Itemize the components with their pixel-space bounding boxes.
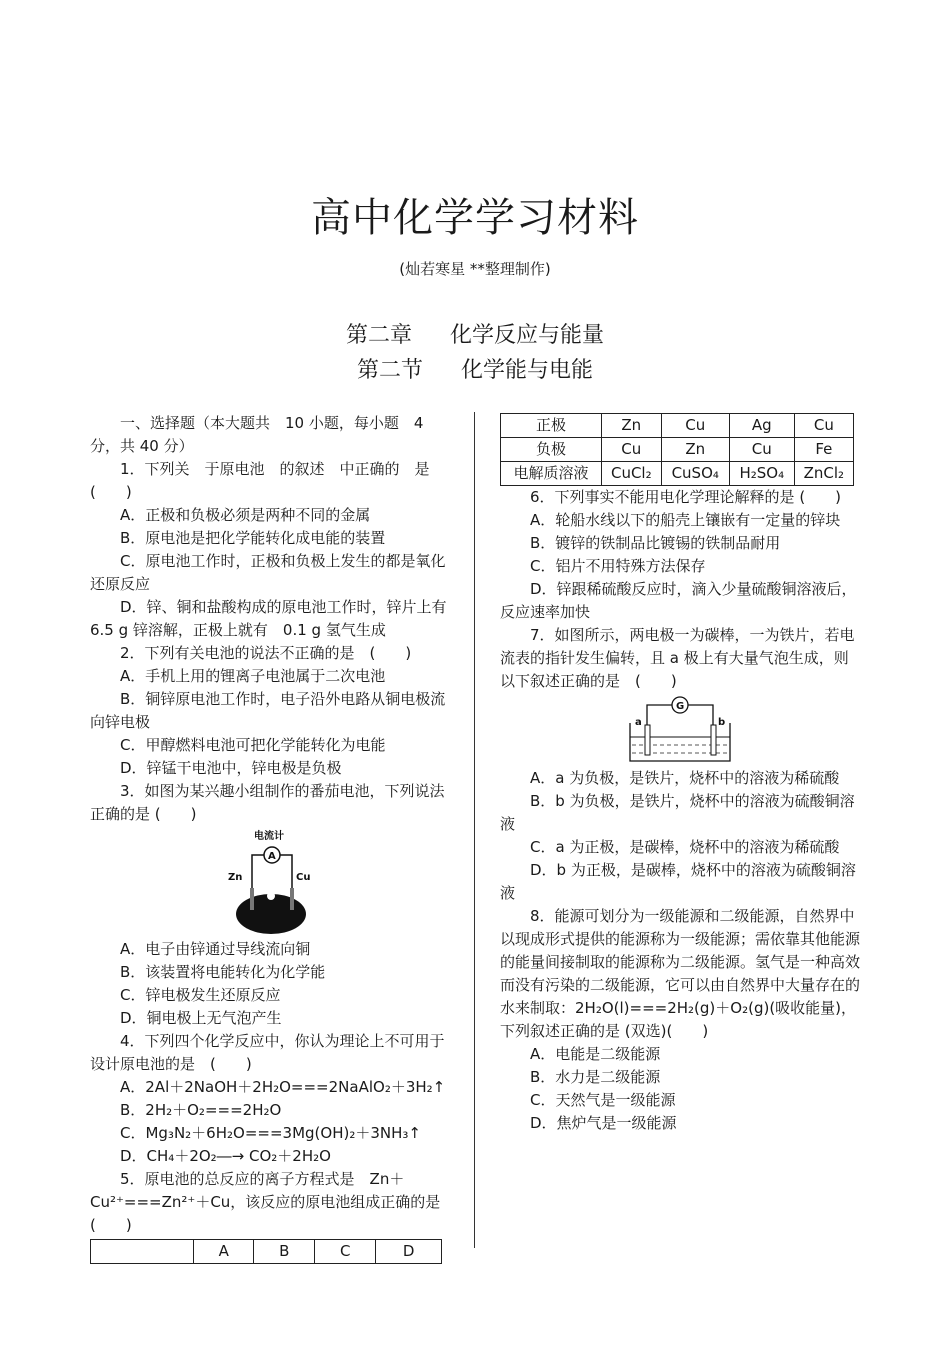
q3-option-a: A．电子由锌通过导线流向铜 [120,940,311,958]
question-4: 4．下列四个化学反应中，你认为理论上不可用于设计原电池的是 ( ) [90,1032,445,1073]
table-cell: ZnCl₂ [794,462,853,486]
table-row [501,438,854,462]
table-row [91,1240,442,1264]
table-cell [91,1240,194,1264]
q8-option-c: C．天然气是一级能源 [530,1091,676,1109]
question-2: 2．下列有关电池的说法不正确的是 ( ) [120,644,412,662]
table-row [501,462,854,486]
q6-option-a: A．轮船水线以下的船壳上镶嵌有一定量的锌块 [530,511,841,529]
table-cell: Fe [794,438,853,462]
table-cell: 电解质溶液 [501,462,602,486]
q4-option-d: D．CH₄＋2O₂―→ CO₂＋2H₂O [120,1147,331,1165]
tomato-battery-figure [216,828,326,936]
q1-option-b: B．原电池是把化学能转化成电能的装置 [120,529,386,547]
section-topic: 化学能与电能 [461,358,594,383]
figure-meter-label: 电流计 [254,831,284,842]
question-6: 6．下列事实不能用电化学理论解释的是 ( ) [530,488,842,506]
q6-option-b: B．镀锌的铁制品比镀锡的铁制品耐用 [530,534,781,552]
electrode-b [711,725,716,755]
electrode-b-label: b [718,717,726,728]
table-row [501,414,854,438]
document-title: 高中化学学习材料 [311,195,639,241]
q3-option-b: B．该装置将电能转化为化学能 [120,963,326,981]
q2-option-b: B．铜锌原电池工作时，电子沿外电路从铜电极流向锌电极 [90,690,446,731]
ammeter-label: A [268,851,276,862]
table-cell: CuCl₂ [602,462,662,486]
q8-option-d: D．焦炉气是一级能源 [530,1114,677,1132]
table-cell: CuSO₄ [661,462,729,486]
q1-option-a: A．正极和负极必须是两种不同的金属 [120,506,371,524]
table-cell: Cu [661,414,729,438]
q6-option-d: D．锌跟稀硫酸反应时，滴入少量硫酸铜溶液后，反应速率加快 [500,580,857,621]
table-cell: 负极 [501,438,602,462]
chapter-topic: 化学反应与能量 [450,323,605,348]
electrode-a [645,725,650,755]
q7-option-a: A．a 为负极，是铁片，烧杯中的溶液为稀硫酸 [530,769,840,787]
q7-option-c: C．a 为正极，是碳棒，烧杯中的溶液为稀硫酸 [530,838,840,856]
zn-electrode [250,888,254,910]
table-cell: Cu [794,414,853,438]
q1-option-c: C．原电池工作时，正极和负极上发生的都是氧化还原反应 [90,552,446,593]
table-cell: C [315,1240,376,1264]
q8-option-b: B．水力是二级能源 [530,1068,661,1086]
q7-option-d: D．b 为正极，是碳棒，烧杯中的溶液为硫酸铜溶液 [500,861,856,902]
cu-electrode-label: Cu [296,872,311,883]
q1-option-d: D．锌、铜和盐酸构成的原电池工作时，锌片上有 6.5 g 锌溶解，正极上就有 0.1 g 氢气生成 [90,598,447,639]
q7-option-b: B．b 为负极，是铁片，烧杯中的溶液为硫酸铜溶液 [500,792,855,833]
galvanic-cell-figure [625,695,735,765]
q8-option-a: A．电能是二级能源 [530,1045,661,1063]
q4-option-b: B．2H₂＋O₂===2H₂O [120,1101,282,1119]
question-8: 8．能源可划分为一级能源和二级能源，自然界中以现成形式提供的能源称为一级能源；需依靠其他能源的能量间接制取的能源称为二级能源。氢气是一种高效而没有污染的二级能源，它可以由自然界中大量存在的水来制取：2H₂O(l)===2H₂(g)＋O₂(g)(吸收能量)，下列叙述正确的是 (双选)( ) [500,907,861,1040]
zn-electrode-label: Zn [228,872,243,883]
q3-option-c: C．锌电极发生还原反应 [120,986,281,1004]
question-1: 1．下列关 于原电池 的叙述 中正确的 是 ( ) [90,460,430,501]
q2-option-c: C．甲醇燃料电池可把化学能转化为电能 [120,736,386,754]
column-divider [474,412,475,1248]
question-5: 5．原电池的总反应的离子方程式是 Zn＋Cu²⁺===Zn²⁺＋Cu，该反应的原电池组成正确的是( ) [90,1170,441,1234]
table-cell: Cu [602,438,662,462]
section-heading [0,353,950,384]
table-cell: B [254,1240,315,1264]
q4-option-a: A．2Al＋2NaOH＋2H₂O===2NaAlO₂＋3H₂↑ [120,1078,446,1096]
table-cell: Ag [729,414,794,438]
q4-option-c: C．Mg₃N₂＋6H₂O===3Mg(OH)₂＋3NH₃↑ [120,1124,421,1142]
q6-option-c: C．铝片不用特殊方法保存 [530,557,706,575]
wire-a [647,705,672,753]
section-number: 第二节 [356,358,423,383]
question-3: 3．如图为某兴趣小组制作的番茄电池，下列说法正确的是 ( ) [90,782,445,823]
table-cell: H₂SO₄ [729,462,794,486]
left-column [90,412,452,1264]
q3-option-d: D．铜电极上无气泡产生 [120,1009,282,1027]
document-subtitle: (灿若寒星 **整理制作) [399,260,551,278]
chapter-heading [0,318,950,349]
chapter-number: 第二章 [345,323,412,348]
galvanometer-label: G [676,701,685,712]
table-cell: D [376,1240,442,1264]
table-cell: A [194,1240,254,1264]
q2-option-a: A．手机上用的锂离子电池属于二次电池 [120,667,386,685]
electrode-a-label: a [635,717,642,728]
cu-electrode [290,888,294,910]
question-7: 7．如图所示，两电极一为碳棒，一为铁片，若电流表的指针发生偏转，且 a 极上有大量气泡生成，则以下叙述正确的是 ( ) [500,626,855,690]
table-cell: Zn [602,414,662,438]
q5-table-body [500,413,854,486]
table-cell: Cu [729,438,794,462]
right-column [500,413,860,1135]
table-cell: Zn [661,438,729,462]
q5-table-header [90,1239,442,1264]
wire-b [688,705,713,753]
table-cell: 正极 [501,414,602,438]
tomato-stem-icon [267,892,275,900]
section-intro: 一、选择题（本大题共 10 小题，每小题 4 分，共 40 分） [90,414,424,455]
q2-option-d: D．锌锰干电池中，锌电极是负极 [120,759,342,777]
